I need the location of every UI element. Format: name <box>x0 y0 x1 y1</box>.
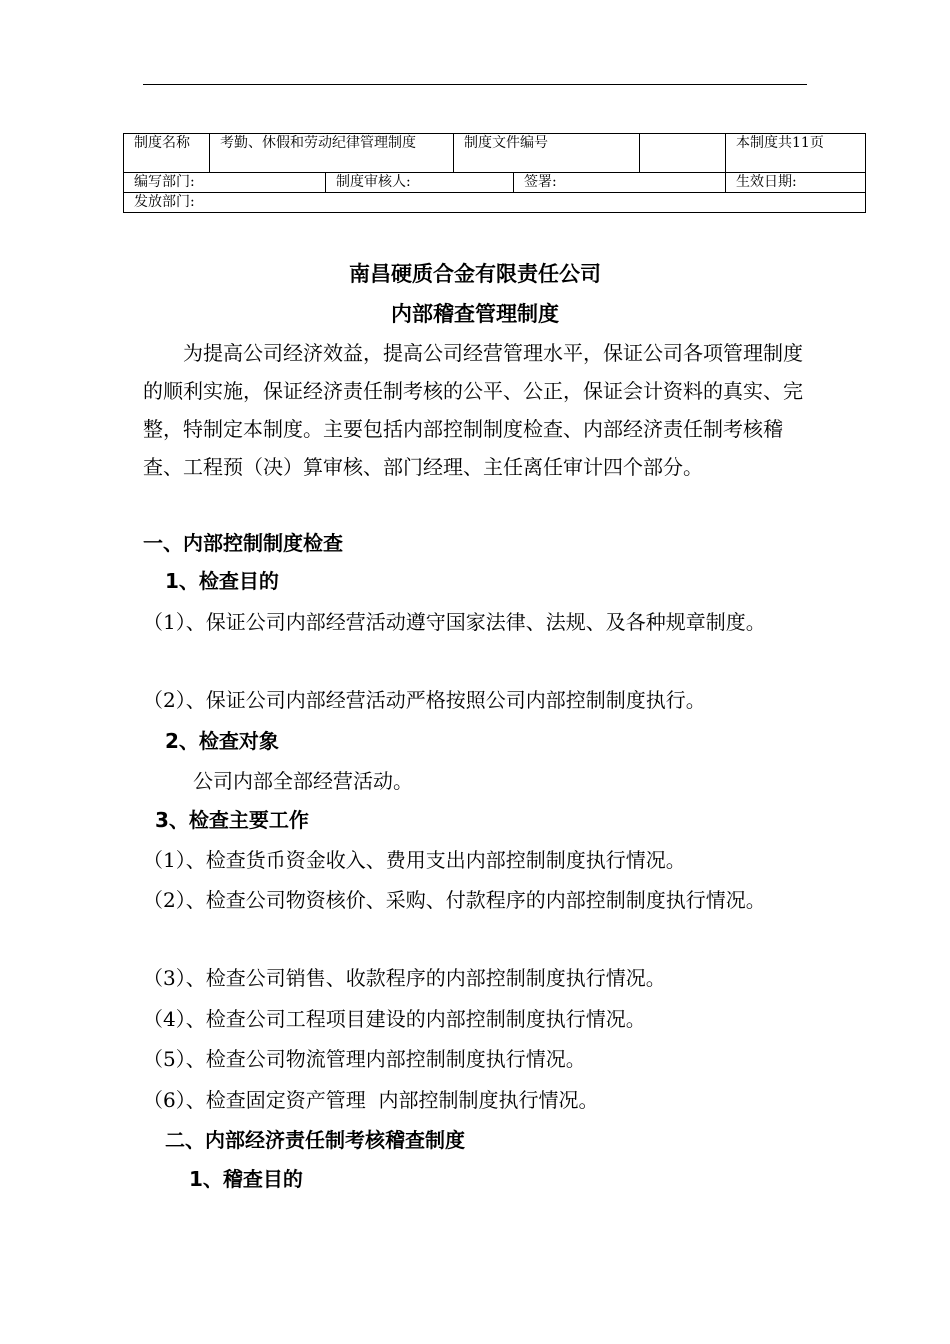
section1-sub3-item-6: （6）、检查固定资产管理 内部控制制度执行情况。 <box>143 1088 599 1112</box>
section1-sub2-heading: 2、检查对象 <box>165 729 279 753</box>
intro-paragraph: 为提高公司经济效益，提高公司经营管理水平，保证公司各项管理制度的顺利实施，保证经济责任制考核的公平、公正，保证会计资料的真实、完整，特制定本制度。主要包括内部控制制度检查、内部经济责任制考核稽查、工程预（决）算审核、部门经理、主任离任审计四个部分。 <box>143 341 803 479</box>
section1-sub3-item-4: （4）、检查公司工程项目建设的内部控制制度执行情况。 <box>143 1007 646 1031</box>
header-row-1 <box>124 134 866 173</box>
section1-sub3-heading <box>155 806 309 834</box>
section1-sub2-text: 公司内部全部经营活动。 <box>193 769 413 793</box>
header-row-2 <box>124 173 866 193</box>
name-label: 制度名称 <box>124 134 210 173</box>
header-row-3 <box>124 193 866 213</box>
issue-dept-label: 发放部门: <box>124 193 866 213</box>
section1-sub1-item-1: （1）、保证公司内部经营活动遵守国家法律、法规、及各种规章制度。 <box>143 610 766 634</box>
company-name: 南昌硬质合金有限责任公司 <box>349 262 601 286</box>
document-title: 内部稽查管理制度 <box>391 302 559 326</box>
section2-sub1-heading <box>189 1165 303 1193</box>
section1-heading: 一、内部控制制度检查 <box>143 531 343 555</box>
header-rule <box>143 84 807 85</box>
sign-label: 签署: <box>514 173 726 193</box>
section1-sub3-item-1: （1）、检查货币资金收入、费用支出内部控制制度执行情况。 <box>143 848 686 872</box>
doc-no-label: 制度文件编号 <box>454 134 640 173</box>
section1-sub3-item-2: （2）、检查公司物资核价、采购、付款程序的内部控制制度执行情况。 <box>143 888 766 912</box>
section1-sub3-item-3: （3）、检查公司销售、收款程序的内部控制制度执行情况。 <box>143 966 666 990</box>
name-value: 考勤、休假和劳动纪律管理制度 <box>210 134 454 173</box>
section2-heading: 二、内部经济责任制考核稽查制度 <box>165 1128 465 1152</box>
section1-sub3-item-5: （5）、检查公司物流管理内部控制制度执行情况。 <box>143 1047 586 1071</box>
reviewer-label: 制度审核人: <box>326 173 514 193</box>
pages-count: 本制度共11页 <box>726 134 866 173</box>
section2-sub1-heading-text: 1、稽查目的 <box>189 1167 303 1191</box>
header-table <box>123 133 866 213</box>
doc-no-value <box>640 134 726 173</box>
section1-sub1-heading: 1、检查目的 <box>165 569 279 593</box>
section1-sub1-item-2: （2）、保证公司内部经营活动严格按照公司内部控制制度执行。 <box>143 688 706 712</box>
section1-sub3-heading-text: 3、检查主要工作 <box>155 808 309 832</box>
effective-date-label: 生效日期: <box>726 173 866 193</box>
dept-label: 编写部门: <box>124 173 326 193</box>
